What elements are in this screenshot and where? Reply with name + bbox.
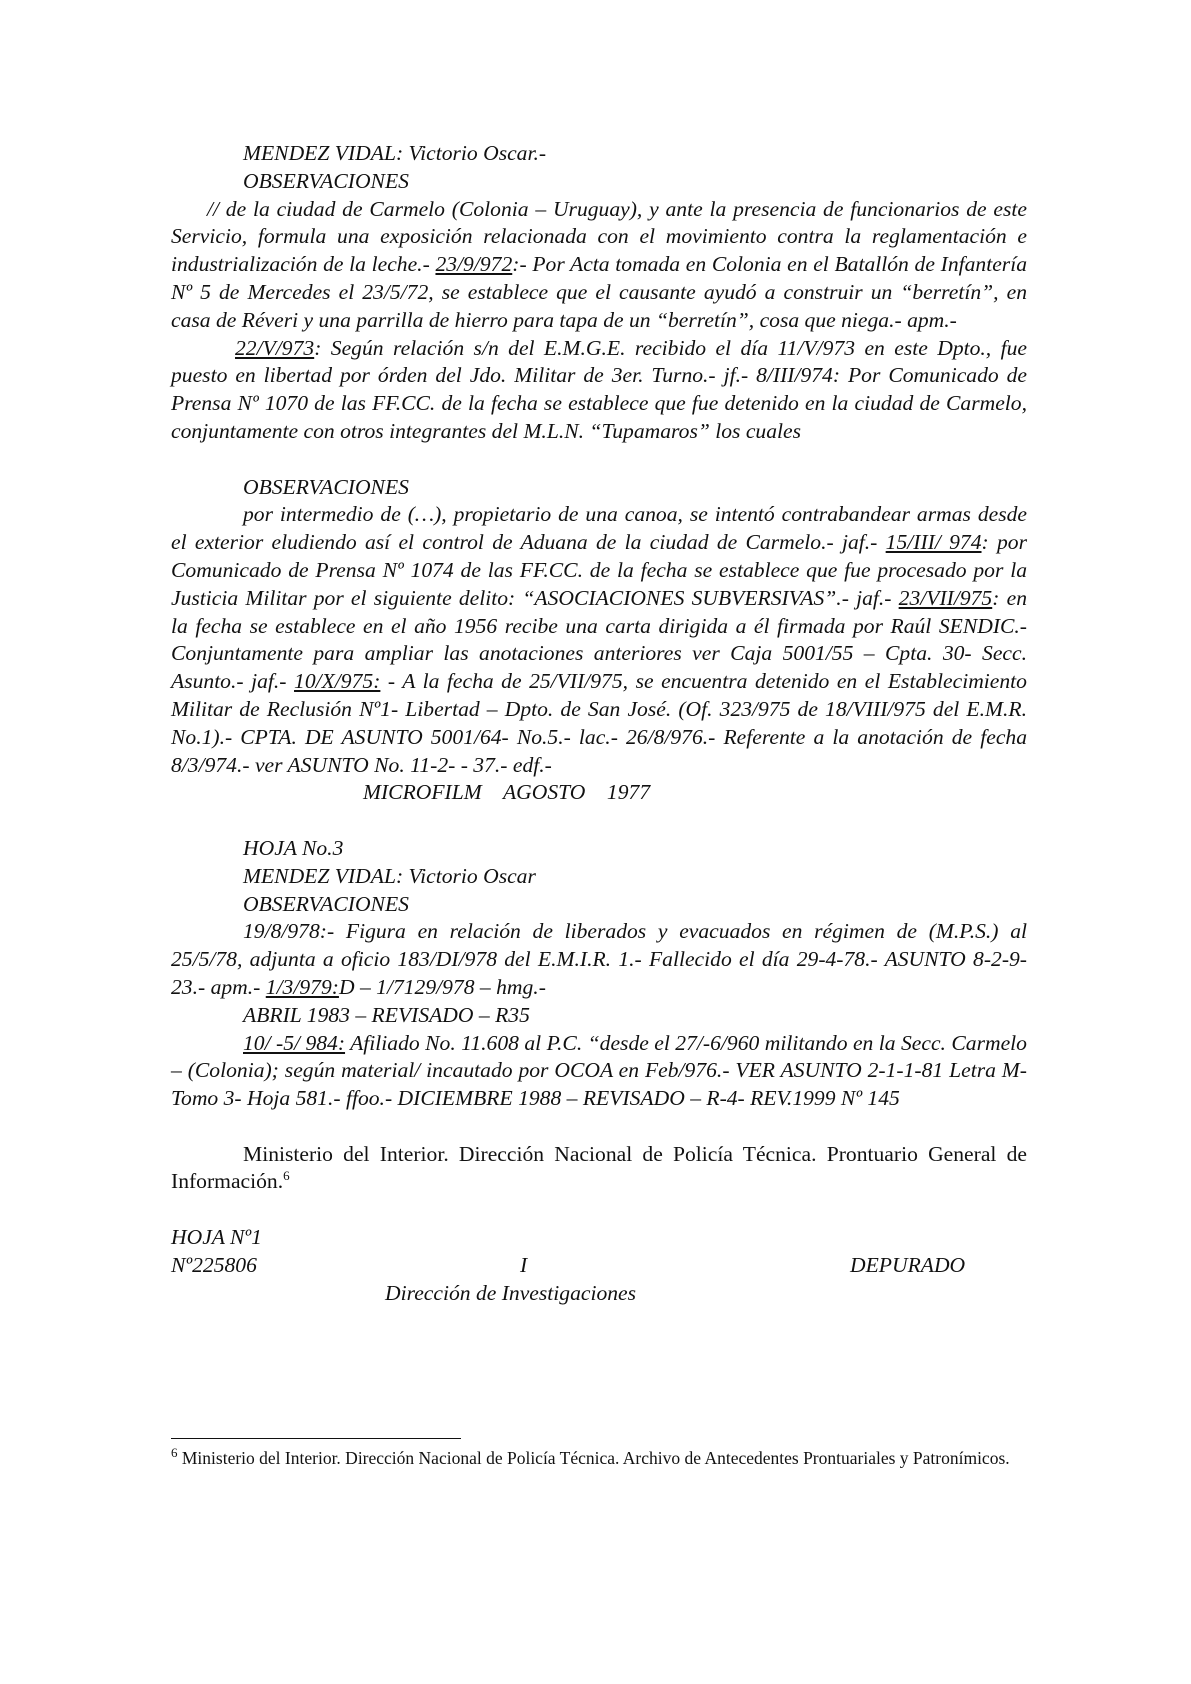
microfilm-line: MICROFILM AGOSTO 1977 [363,780,651,805]
hoja-number: HOJA No.3 [243,835,344,860]
observaciones-heading: OBSERVACIONES [243,168,409,193]
date-underlined: 10/ -5/ 984: [243,1030,346,1055]
source-citation [171,1141,1027,1197]
date-underlined: 10/X/975: [294,669,381,694]
person-name-line: MENDEZ VIDAL: Victorio Oscar.- [243,141,547,165]
record-number-row [171,1252,1027,1280]
paragraph-text: 19/8/978:- Figura en relación de liberados y evacuados en régimen de (M.P.S.) al 25/5/78, adjunta a oficio 183/DI/978 del E.M.I.R. 1.- Fallecido el día 29-4-78.- ASUNTO 8-2-9-23.- apm.- [171,919,1027,999]
footnote-divider [171,1438,461,1439]
footnote-text: Ministerio del Interior. Dirección Nacional de Policía Técnica. Archivo de Antecedentes Prontuariales y Patronímicos. [177,1448,1010,1468]
date-underlined: 22/V/973 [235,335,315,360]
footnote-marker: 6 [171,1445,178,1461]
paragraph-text: - A la fecha de 25/VII/975, se encuentra detenido en el Establecimiento Militar de Reclusión Nº1- Libertad – Dpto. de San José. (Of. 323/975 de 18/VIII/975 del E.M.R. No.1).- CPTA. DE ASUNTO 5001/64- No.5.- lac.- 26/8/976.- Referente a la anotación de fecha 8/3/974.- ver ASUNTO No. 11-2- - 37.- edf.- [171,669,1027,777]
hoja-number: HOJA Nº1 [171,1225,262,1250]
observaciones-heading: OBSERVACIONES [243,474,409,499]
paragraph-text: Afiliado No. 11.608 al P.C. “desde el 27/-6/960 militando en la Secc. Carmelo – (Colonia); según material/ incautado por OCOA en Feb/976.- VER ASUNTO 2-1-1-81 Letra M- Tomo 3- Hoja 581.- ffoo.- DICIEMBRE 1988 – REVISADO – R-4- REV.1999 Nº 145 [171,1030,1027,1111]
document-body [171,140,1027,1307]
date-underlined: 1/3/979: [265,974,339,999]
spacer [171,1196,1027,1224]
paragraph-text: por intermedio de (…), propietario de una canoa, se intentó contrabandear armas desde el exterior eludiendo así el control de Aduana de la ciudad de Carmelo.- jaf.- [171,502,1027,555]
paragraph-text: // de la ciudad de Carmelo (Colonia – Uruguay), y ante la presencia de funcionarios de este Servicio, formula una exposición relacionada con el movimiento contra la reglamentación e industrialización de la leche.- [171,196,1027,277]
paragraph-text: : Según relación s/n del E.M.G.E. recibido el día 11/V/973 en este Dpto., fue puesto en libertad por órden del Jdo. Militar de 3er. Turno.- jf.- 8/III/974: Por Comunicado de Prensa Nº 1070 de las FF.CC. de la fecha se establece que fue detenido en la ciudad de Carmelo, conjuntamente con otros integrantes del M.L.N. “Tupamaros” los cuales [171,335,1027,443]
observation-paragraph-2 [171,335,1027,446]
date-underlined: 23/9/972 [435,252,513,277]
source-text: Ministerio del Interior. Dirección Nacional de Policía Técnica. Prontuario General de Información. [171,1141,1027,1194]
footnote [171,1447,1027,1469]
footnote-reference: 6 [283,1168,290,1184]
depurado-label: DEPURADO [850,1252,966,1277]
spacer [171,807,1027,835]
paragraph-text: D – 1/7129/978 – hmg.- [338,974,546,999]
record-number: Nº225806 [171,1252,257,1277]
observaciones-heading: OBSERVACIONES [243,891,409,916]
date-underlined: 15/III/ 974 [885,530,982,555]
person-name-line: MENDEZ VIDAL: Victorio Oscar [243,863,536,888]
roman-numeral: I [520,1252,528,1277]
observation-paragraph-4 [171,918,1027,1001]
direccion-line: Dirección de Investigaciones [385,1280,637,1305]
observation-paragraph-5 [171,1030,1027,1113]
paragraph-text: :- Por Acta tomada en Colonia en el Batallón de Infantería Nº 5 de Mercedes el 23/5/72, se establece que el causante ayudó a construir un “berretín”, en casa de Réveri y una parrilla de hierro para tapa de un “berretín”, cosa que niega.- apm.- [171,252,1027,332]
date-underlined: 23/VII/975 [898,585,993,610]
paragraph-text: : por Comunicado de Prensa Nº 1074 de las FF.CC. de la fecha se establece que fue procesado por la Justicia Militar por el siguiente delito: “ASOCIACIONES SUBVERSIVAS”.- jaf.- [171,530,1027,610]
paragraph-text: : en la fecha se establece en el año 1956 recibe una carta dirigida a él firmada por Raúl SENDIC.- Conjuntamente para ampliar las anotaciones anteriores ver Caja 5001/55 – Cpta. 30- Secc. Asunto.- jaf.- [171,585,1027,694]
revisado-line: ABRIL 1983 – REVISADO – R35 [243,1002,530,1027]
observation-paragraph-1 [171,196,1027,335]
observation-paragraph-3 [171,501,1027,779]
spacer [171,1113,1027,1141]
spacer [171,446,1027,474]
